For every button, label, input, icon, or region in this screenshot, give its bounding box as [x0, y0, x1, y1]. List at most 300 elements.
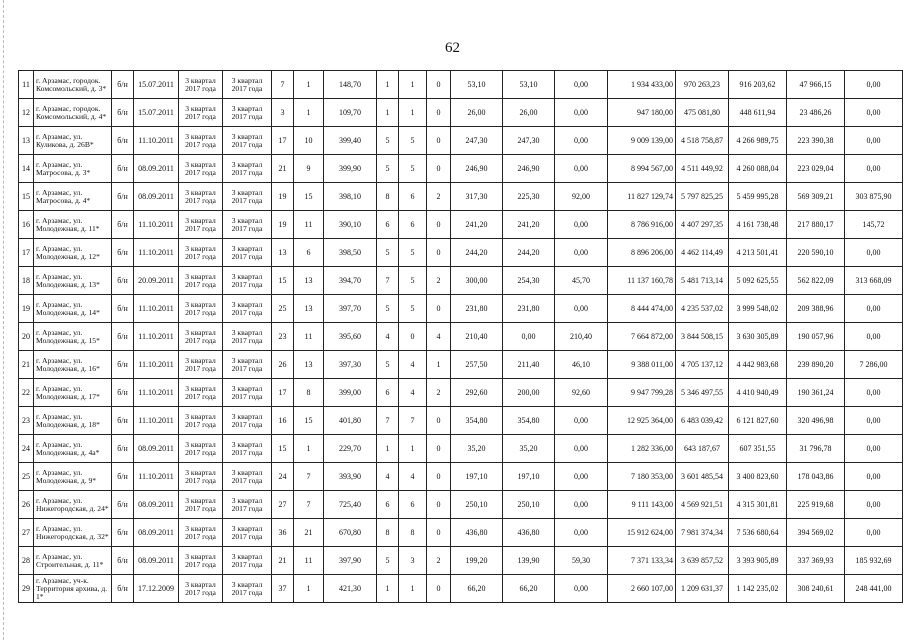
cell-document-date: 08.09.2011	[134, 491, 179, 519]
cell-cost-total: 9 947 799,28	[608, 379, 676, 407]
cell-residents-count: 36	[272, 519, 294, 547]
cell-residents-moved: 9	[294, 155, 324, 183]
cell-cost-regional: 3 630 305,89	[729, 323, 787, 351]
cell-cost-local: 223 029,04	[787, 155, 845, 183]
cell-rooms-total: 6	[377, 491, 399, 519]
cell-area-private: 0,00	[555, 239, 608, 267]
cell-cost-extra: 0,00	[845, 379, 903, 407]
cell-area-total-moved: 300,00	[451, 267, 503, 295]
cell-rooms-municipal: 1	[399, 435, 427, 463]
cell-cost-local: 562 822,09	[787, 267, 845, 295]
cell-cost-extra: 185 932,69	[845, 547, 903, 575]
cell-planned-end-quarter: 3 квартал 2017 года	[223, 407, 272, 435]
cell-row-number: 17	[19, 239, 34, 267]
cell-residents-moved: 6	[294, 239, 324, 267]
cell-area-total-moved: 292,60	[451, 379, 503, 407]
table-row	[19, 99, 903, 127]
cell-document-date: 08.09.2011	[134, 547, 179, 575]
cell-total-area: 399,40	[324, 127, 377, 155]
table-row	[19, 491, 903, 519]
cell-row-number: 22	[19, 379, 34, 407]
cell-residents-count: 21	[272, 155, 294, 183]
cell-rooms-municipal: 0	[399, 323, 427, 351]
cell-area-total-moved: 210,40	[451, 323, 503, 351]
cell-planned-start-quarter: 3 квартал 2017 года	[179, 351, 223, 379]
cell-cost-local: 31 796,78	[787, 435, 845, 463]
cell-rooms-municipal: 3	[399, 547, 427, 575]
cell-row-number: 13	[19, 127, 34, 155]
cell-area-private: 0,00	[555, 155, 608, 183]
cell-rooms-private: 1	[427, 351, 451, 379]
cell-rooms-private: 0	[427, 71, 451, 99]
cell-cost-regional: 448 611,94	[729, 99, 787, 127]
cell-area-private: 0,00	[555, 211, 608, 239]
cell-rooms-private: 0	[427, 435, 451, 463]
cell-area-municipal: 254,30	[503, 267, 555, 295]
table-row	[19, 239, 903, 267]
cell-document-date: 11.10.2011	[134, 463, 179, 491]
cell-rooms-private: 2	[427, 379, 451, 407]
table-row	[19, 183, 903, 211]
cell-residents-count: 13	[272, 239, 294, 267]
cell-area-total-moved: 257,50	[451, 351, 503, 379]
cell-cost-regional: 916 203,62	[729, 71, 787, 99]
cell-planned-end-quarter: 3 квартал 2017 года	[223, 323, 272, 351]
cell-rooms-private: 0	[427, 575, 451, 603]
cell-area-municipal: 436,80	[503, 519, 555, 547]
table-row	[19, 323, 903, 351]
cell-total-area: 670,80	[324, 519, 377, 547]
cell-residents-count: 37	[272, 575, 294, 603]
cell-rooms-municipal: 4	[399, 379, 427, 407]
cell-rooms-total: 5	[377, 155, 399, 183]
cell-cost-fund: 643 187,67	[676, 435, 729, 463]
housing-register-table	[18, 70, 903, 603]
cell-residents-count: 25	[272, 295, 294, 323]
cell-cost-local: 239 890,20	[787, 351, 845, 379]
cell-area-private: 0,00	[555, 575, 608, 603]
cell-cost-regional: 3 999 548,02	[729, 295, 787, 323]
cell-area-private: 210,40	[555, 323, 608, 351]
cell-row-number: 19	[19, 295, 34, 323]
cell-planned-start-quarter: 3 квартал 2017 года	[179, 99, 223, 127]
cell-row-number: 25	[19, 463, 34, 491]
cell-area-municipal: 66,20	[503, 575, 555, 603]
cell-row-number: 26	[19, 491, 34, 519]
cell-document-number: б/н	[112, 351, 134, 379]
cell-document-number: б/н	[112, 463, 134, 491]
cell-rooms-municipal: 4	[399, 463, 427, 491]
cell-cost-regional: 4 161 738,48	[729, 211, 787, 239]
cell-cost-regional: 4 266 989,75	[729, 127, 787, 155]
cell-document-number: б/н	[112, 155, 134, 183]
cell-residents-moved: 15	[294, 183, 324, 211]
cell-area-total-moved: 199,20	[451, 547, 503, 575]
cell-cost-total: 947 180,00	[608, 99, 676, 127]
cell-planned-end-quarter: 3 квартал 2017 года	[223, 71, 272, 99]
cell-residents-moved: 11	[294, 211, 324, 239]
cell-document-number: б/н	[112, 127, 134, 155]
cell-address: г. Арзамас, ул. Матросова, д. 4*	[34, 183, 112, 211]
cell-area-private: 0,00	[555, 435, 608, 463]
cell-rooms-total: 7	[377, 407, 399, 435]
cell-rooms-total: 5	[377, 295, 399, 323]
cell-area-municipal: 241,20	[503, 211, 555, 239]
cell-residents-count: 27	[272, 491, 294, 519]
cell-area-private: 59,30	[555, 547, 608, 575]
cell-planned-end-quarter: 3 квартал 2017 года	[223, 491, 272, 519]
cell-cost-fund: 1 209 631,37	[676, 575, 729, 603]
cell-rooms-municipal: 1	[399, 71, 427, 99]
cell-cost-regional: 4 260 088,04	[729, 155, 787, 183]
cell-document-date: 15.07.2011	[134, 99, 179, 127]
cell-document-number: б/н	[112, 239, 134, 267]
cell-address: г. Арзамас, ул. Молодежная, д. 15*	[34, 323, 112, 351]
cell-address: г. Арзамас, уч-к. Территория архива, д. 1*	[34, 575, 112, 603]
cell-area-private: 92,00	[555, 183, 608, 211]
cell-area-private: 0,00	[555, 71, 608, 99]
cell-total-area: 421,30	[324, 575, 377, 603]
cell-document-date: 11.10.2011	[134, 351, 179, 379]
cell-planned-start-quarter: 3 квартал 2017 года	[179, 575, 223, 603]
cell-row-number: 16	[19, 211, 34, 239]
cell-rooms-private: 0	[427, 407, 451, 435]
cell-cost-regional: 4 442 983,68	[729, 351, 787, 379]
cell-area-private: 0,00	[555, 407, 608, 435]
cell-cost-total: 8 896 206,00	[608, 239, 676, 267]
cell-document-number: б/н	[112, 379, 134, 407]
cell-area-total-moved: 436,80	[451, 519, 503, 547]
cell-residents-count: 19	[272, 183, 294, 211]
cell-cost-regional: 5 459 995,28	[729, 183, 787, 211]
cell-rooms-municipal: 6	[399, 491, 427, 519]
page-number: 62	[445, 40, 460, 56]
cell-document-number: б/н	[112, 519, 134, 547]
cell-rooms-private: 0	[427, 155, 451, 183]
table-row	[19, 71, 903, 99]
cell-area-municipal: 231,80	[503, 295, 555, 323]
cell-rooms-private: 0	[427, 295, 451, 323]
cell-residents-moved: 10	[294, 127, 324, 155]
cell-planned-end-quarter: 3 квартал 2017 года	[223, 463, 272, 491]
cell-planned-start-quarter: 3 квартал 2017 года	[179, 463, 223, 491]
cell-residents-moved: 1	[294, 575, 324, 603]
cell-cost-extra: 248 441,00	[845, 575, 903, 603]
cell-residents-moved: 21	[294, 519, 324, 547]
cell-cost-total: 9 009 139,00	[608, 127, 676, 155]
cell-address: г. Арзамас, ул. Куликова, д. 26В*	[34, 127, 112, 155]
cell-rooms-total: 8	[377, 183, 399, 211]
cell-row-number: 11	[19, 71, 34, 99]
cell-address: г. Арзамас, ул. Молодежная, д. 17*	[34, 379, 112, 407]
cell-planned-start-quarter: 3 квартал 2017 года	[179, 519, 223, 547]
cell-total-area: 397,30	[324, 351, 377, 379]
cell-cost-fund: 4 511 449,92	[676, 155, 729, 183]
cell-rooms-municipal: 1	[399, 99, 427, 127]
table-row	[19, 379, 903, 407]
cell-document-number: б/н	[112, 435, 134, 463]
cell-rooms-private: 0	[427, 463, 451, 491]
cell-cost-extra: 145,72	[845, 211, 903, 239]
cell-residents-count: 17	[272, 127, 294, 155]
cell-rooms-total: 6	[377, 211, 399, 239]
cell-planned-start-quarter: 3 квартал 2017 года	[179, 379, 223, 407]
cell-total-area: 398,10	[324, 183, 377, 211]
cell-residents-count: 24	[272, 463, 294, 491]
cell-rooms-private: 0	[427, 239, 451, 267]
cell-area-private: 92,60	[555, 379, 608, 407]
cell-cost-extra: 0,00	[845, 407, 903, 435]
cell-area-municipal: 35,20	[503, 435, 555, 463]
cell-rooms-municipal: 7	[399, 407, 427, 435]
cell-cost-total: 7 180 353,00	[608, 463, 676, 491]
cell-area-total-moved: 246,90	[451, 155, 503, 183]
cell-cost-total: 1 282 336,00	[608, 435, 676, 463]
cell-cost-local: 23 486,26	[787, 99, 845, 127]
cell-area-total-moved: 244,20	[451, 239, 503, 267]
cell-area-municipal: 211,40	[503, 351, 555, 379]
cell-rooms-private: 2	[427, 183, 451, 211]
cell-rooms-total: 1	[377, 71, 399, 99]
cell-document-date: 11.10.2011	[134, 407, 179, 435]
cell-area-municipal: 26,00	[503, 99, 555, 127]
cell-cost-local: 337 369,93	[787, 547, 845, 575]
cell-cost-regional: 4 410 940,49	[729, 379, 787, 407]
cell-planned-end-quarter: 3 квартал 2017 года	[223, 267, 272, 295]
cell-rooms-municipal: 5	[399, 267, 427, 295]
cell-document-date: 11.10.2011	[134, 379, 179, 407]
cell-planned-start-quarter: 3 квартал 2017 года	[179, 435, 223, 463]
cell-area-total-moved: 250,10	[451, 491, 503, 519]
cell-area-total-moved: 66,20	[451, 575, 503, 603]
cell-row-number: 29	[19, 575, 34, 603]
cell-total-area: 725,40	[324, 491, 377, 519]
cell-cost-regional: 7 536 680,64	[729, 519, 787, 547]
cell-address: г. Арзамас, ул. Молодежная, д. 16*	[34, 351, 112, 379]
cell-planned-start-quarter: 3 квартал 2017 года	[179, 295, 223, 323]
cell-residents-count: 17	[272, 379, 294, 407]
cell-residents-moved: 7	[294, 463, 324, 491]
cell-residents-count: 26	[272, 351, 294, 379]
cell-area-municipal: 200,00	[503, 379, 555, 407]
cell-address: г. Арзамас, ул. Матросова, д. 3*	[34, 155, 112, 183]
cell-cost-total: 7 664 872,00	[608, 323, 676, 351]
cell-planned-end-quarter: 3 квартал 2017 года	[223, 239, 272, 267]
cell-area-private: 45,70	[555, 267, 608, 295]
cell-document-number: б/н	[112, 323, 134, 351]
cell-planned-end-quarter: 3 квартал 2017 года	[223, 155, 272, 183]
cell-area-municipal: 244,20	[503, 239, 555, 267]
cell-area-total-moved: 247,30	[451, 127, 503, 155]
cell-residents-count: 7	[272, 71, 294, 99]
table-row	[19, 295, 903, 323]
cell-area-private: 0,00	[555, 463, 608, 491]
cell-rooms-total: 1	[377, 435, 399, 463]
cell-cost-local: 47 966,15	[787, 71, 845, 99]
cell-total-area: 397,90	[324, 547, 377, 575]
cell-row-number: 28	[19, 547, 34, 575]
cell-cost-local: 320 496,98	[787, 407, 845, 435]
cell-planned-start-quarter: 3 квартал 2017 года	[179, 239, 223, 267]
cell-residents-moved: 15	[294, 407, 324, 435]
cell-cost-fund: 7 981 374,34	[676, 519, 729, 547]
cell-cost-fund: 3 844 508,15	[676, 323, 729, 351]
cell-planned-start-quarter: 3 квартал 2017 года	[179, 323, 223, 351]
cell-cost-fund: 3 601 485,54	[676, 463, 729, 491]
cell-planned-end-quarter: 3 квартал 2017 года	[223, 575, 272, 603]
cell-rooms-total: 1	[377, 99, 399, 127]
cell-cost-fund: 4 518 758,87	[676, 127, 729, 155]
cell-area-private: 0,00	[555, 127, 608, 155]
cell-rooms-total: 7	[377, 267, 399, 295]
cell-total-area: 401,80	[324, 407, 377, 435]
cell-rooms-total: 5	[377, 547, 399, 575]
cell-rooms-municipal: 5	[399, 239, 427, 267]
cell-total-area: 229,70	[324, 435, 377, 463]
cell-rooms-total: 8	[377, 519, 399, 547]
cell-planned-start-quarter: 3 квартал 2017 года	[179, 211, 223, 239]
table-row	[19, 211, 903, 239]
cell-residents-count: 15	[272, 267, 294, 295]
cell-address: г. Арзамас, ул. Нижегородская, д. 32*	[34, 519, 112, 547]
cell-document-number: б/н	[112, 575, 134, 603]
cell-cost-total: 9 388 011,00	[608, 351, 676, 379]
cell-document-number: б/н	[112, 267, 134, 295]
cell-cost-regional: 607 351,55	[729, 435, 787, 463]
cell-cost-local: 190 361,24	[787, 379, 845, 407]
cell-rooms-total: 5	[377, 351, 399, 379]
cell-area-municipal: 0,00	[503, 323, 555, 351]
table-row	[19, 435, 903, 463]
cell-total-area: 109,70	[324, 99, 377, 127]
table-row	[19, 407, 903, 435]
cell-area-total-moved: 241,20	[451, 211, 503, 239]
cell-document-date: 15.07.2011	[134, 71, 179, 99]
cell-planned-end-quarter: 3 квартал 2017 года	[223, 435, 272, 463]
cell-residents-count: 21	[272, 547, 294, 575]
cell-rooms-municipal: 1	[399, 575, 427, 603]
cell-rooms-municipal: 5	[399, 127, 427, 155]
cell-address: г. Арзамас, ул. Молодежная, д. 13*	[34, 267, 112, 295]
cell-address: г. Арзамас, ул. Молодежная, д. 18*	[34, 407, 112, 435]
cell-residents-moved: 13	[294, 351, 324, 379]
cell-document-date: 17.12.2009	[134, 575, 179, 603]
cell-row-number: 12	[19, 99, 34, 127]
cell-cost-fund: 4 235 537,02	[676, 295, 729, 323]
cell-cost-total: 12 925 364,00	[608, 407, 676, 435]
cell-planned-start-quarter: 3 квартал 2017 года	[179, 491, 223, 519]
cell-residents-moved: 1	[294, 435, 324, 463]
cell-cost-regional: 1 142 235,02	[729, 575, 787, 603]
cell-document-date: 08.09.2011	[134, 183, 179, 211]
cell-cost-regional: 5 092 625,55	[729, 267, 787, 295]
cell-planned-end-quarter: 3 квартал 2017 года	[223, 127, 272, 155]
cell-cost-fund: 4 705 137,12	[676, 351, 729, 379]
cell-cost-total: 8 994 567,00	[608, 155, 676, 183]
cell-residents-moved: 11	[294, 547, 324, 575]
cell-cost-regional: 6 121 827,60	[729, 407, 787, 435]
cell-area-municipal: 354,80	[503, 407, 555, 435]
cell-residents-count: 19	[272, 211, 294, 239]
cell-residents-moved: 1	[294, 71, 324, 99]
cell-residents-count: 16	[272, 407, 294, 435]
cell-cost-local: 190 057,96	[787, 323, 845, 351]
cell-rooms-total: 4	[377, 463, 399, 491]
cell-cost-regional: 3 400 823,60	[729, 463, 787, 491]
cell-cost-total: 1 934 433,00	[608, 71, 676, 99]
cell-residents-count: 3	[272, 99, 294, 127]
cell-cost-total: 9 111 143,00	[608, 491, 676, 519]
cell-residents-moved: 13	[294, 267, 324, 295]
table-row	[19, 155, 903, 183]
cell-planned-start-quarter: 3 квартал 2017 года	[179, 155, 223, 183]
cell-cost-extra: 0,00	[845, 71, 903, 99]
cell-cost-local: 308 240,61	[787, 575, 845, 603]
cell-total-area: 399,90	[324, 155, 377, 183]
cell-row-number: 20	[19, 323, 34, 351]
cell-document-number: б/н	[112, 547, 134, 575]
cell-planned-end-quarter: 3 квартал 2017 года	[223, 183, 272, 211]
cell-cost-local: 209 388,96	[787, 295, 845, 323]
cell-document-number: б/н	[112, 211, 134, 239]
cell-rooms-private: 2	[427, 267, 451, 295]
cell-cost-total: 2 660 107,00	[608, 575, 676, 603]
cell-area-total-moved: 317,30	[451, 183, 503, 211]
cell-rooms-private: 4	[427, 323, 451, 351]
cell-cost-local: 178 043,86	[787, 463, 845, 491]
cell-cost-extra: 0,00	[845, 435, 903, 463]
cell-planned-start-quarter: 3 квартал 2017 года	[179, 547, 223, 575]
cell-cost-total: 15 912 624,00	[608, 519, 676, 547]
cell-row-number: 21	[19, 351, 34, 379]
cell-row-number: 24	[19, 435, 34, 463]
cell-cost-fund: 4 569 921,51	[676, 491, 729, 519]
cell-rooms-total: 6	[377, 379, 399, 407]
cell-rooms-total: 5	[377, 127, 399, 155]
table-row	[19, 547, 903, 575]
cell-cost-fund: 3 639 857,52	[676, 547, 729, 575]
cell-document-number: б/н	[112, 407, 134, 435]
cell-total-area: 399,00	[324, 379, 377, 407]
cell-cost-extra: 0,00	[845, 295, 903, 323]
cell-cost-extra: 0,00	[845, 99, 903, 127]
cell-rooms-municipal: 4	[399, 351, 427, 379]
cell-planned-start-quarter: 3 квартал 2017 года	[179, 71, 223, 99]
cell-cost-extra: 313 668,09	[845, 267, 903, 295]
table-row	[19, 127, 903, 155]
cell-document-date: 11.10.2011	[134, 127, 179, 155]
cell-area-total-moved: 35,20	[451, 435, 503, 463]
cell-cost-fund: 475 081,80	[676, 99, 729, 127]
cell-row-number: 18	[19, 267, 34, 295]
cell-document-number: б/н	[112, 295, 134, 323]
cell-document-number: б/н	[112, 71, 134, 99]
cell-area-total-moved: 53,10	[451, 71, 503, 99]
cell-rooms-total: 5	[377, 239, 399, 267]
cell-planned-end-quarter: 3 квартал 2017 года	[223, 519, 272, 547]
cell-document-date: 20.09.2011	[134, 267, 179, 295]
cell-document-date: 08.09.2011	[134, 435, 179, 463]
cell-cost-fund: 5 481 713,14	[676, 267, 729, 295]
cell-area-municipal: 247,30	[503, 127, 555, 155]
table-row	[19, 267, 903, 295]
cell-cost-extra: 303 875,90	[845, 183, 903, 211]
cell-planned-start-quarter: 3 квартал 2017 года	[179, 183, 223, 211]
cell-residents-moved: 8	[294, 379, 324, 407]
cell-address: г. Арзамас, ул. Молодежная, д. 9*	[34, 463, 112, 491]
cell-address: г. Арзамас, ул. Нижегородская, д. 24*	[34, 491, 112, 519]
cell-planned-start-quarter: 3 квартал 2017 года	[179, 127, 223, 155]
